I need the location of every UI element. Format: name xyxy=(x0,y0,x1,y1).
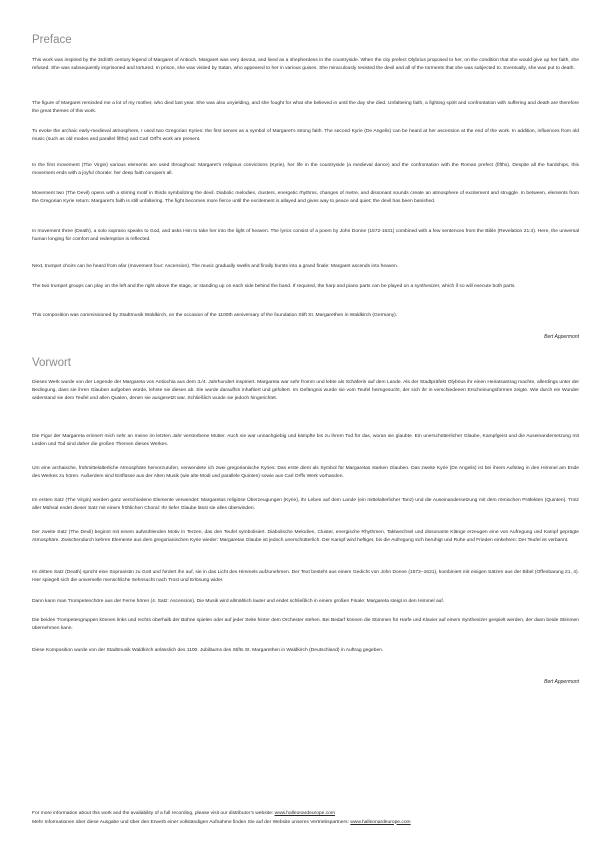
footer-line-de xyxy=(32,819,411,828)
vorwort-paragraph-9: Diese Komposition wurde von der Stadtmusik Waldkirch anlässlich des 1100. Jubiläums des Stifts St. Margarethen in Waldkirch (Deutschland) in Auftrag gegeben. xyxy=(32,648,384,653)
preface-paragraph-6: In movement three (Death), a solo soprano speaks to God, and asks Him to take her into the light of heaven. The lyrics consist of a poem by John Donne (1572-1631) combined with a few sentences from the Bible (Revelation 21:4). Here, the universal human longing for comfort and redemption is reflected. xyxy=(32,229,579,243)
preface-paragraph-4: In the first movement (The Virgin) various elements are used throughout: Margaret’s religious convictions (Kyrie), her life in the countryside (a medieval dance) and the confrontation with the Roman prefect (fifths). Despite all the hardships, this movement ends with a joyful chorale: her deep faith conquers all. xyxy=(32,163,579,177)
preface-paragraph-3: To evoke the archaic early-medieval atmosphere, I used two Gregorian Kyries: the first serves as a symbol of Margaret’s strong faith. The second Kyrie (De Angelis) can be heard at her ascension at the end of the work. In addition, influences from old music (such as old modes and parallel fifths) and Carl Orff’s work are present. xyxy=(32,129,579,143)
preface-paragraph-8: The two trumpet groups can play on the left and the right above the stage, or standing up on each side behind the band. If required, the harp and piano parts can be played on a synthesizer, which if so will execute both parts. xyxy=(32,284,516,289)
vorwort-paragraph-2: Die Figur der Margareta erinnert mich sehr an meine im letzten Jahr verstorbene Mutter. Auch sie war unnachgiebig und kämpfte bis zu ihrem Tod für das, woran sie glaubte. Ein unerschütterlicher Glaube, Kampfgeist und die Auseinandersetzung mit Leiden und Tod sind daher die großen Themen dieses Werkes. xyxy=(32,434,579,448)
preface-signature: Bert Appermont xyxy=(544,334,579,340)
preface-paragraph-5: Movement two (The Devil) opens with a stirring motif in thirds symbolizing the devil. Diabolic melodies, clusters, energetic rhythms, changes of metre, and dissonant sounds create an atmosphere of excitement and struggle. In between, elements from the Gregorian Kyrie return: Margaret’s faith is still unfaltering. The fight becomes more fierce until the excitement is allayed and gives way to peace and quiet; the devil has been banished. xyxy=(32,191,579,205)
vorwort-paragraph-6: Im dritten Satz (Death) spricht eine Sopranistin zu Gott und fordert ihn auf, sie in das Licht des Himmels aufzunehmen. Der Text besteht aus einem Gedicht von John Donne (1572–1631), kombiniert mit einigen Sätzen aus der Bibel (Offenbarung 21, 4). Hier spiegelt sich die universelle menschliche Sehnsucht nach Trost und Erlösung wider. xyxy=(32,570,579,584)
vorwort-paragraph-3: Um eine archaische, frühmittelalterliche Atmosphäre hervorzurufen, verwendete ich zwei gregorianische Kyries: Das erste dient als Symbol für Margaretas starken Glauben. Das zweite Kyrie (De Angelis) ist bei ihrem Aufstieg in den Himmel am Ende des Werkes zu hören. Außerdem sind Einflüsse aus der Alten Musik (wie alte Modi und parallele Quinten) sowie aus Carl Orffs Werk vorhanden. xyxy=(32,466,579,480)
distributor-link-de[interactable]: www.halleonardeurope.com xyxy=(350,819,411,825)
vorwort-paragraph-5: Der zweite Satz (The Devil) beginnt mit einem aufwühlenden Motiv in Terzen, das den Teufel symbolisiert. Diabolische Melodien, Cluster, energische Rhythmen, Taktwechsel und dissonante Klänge erzeugen eine von Aufregung und Kampf geprägte Atmosphäre. Zwischendurch kehren Elemente aus dem gregorianischen Kyrie wieder: Margaretas Glaube ist jedoch unerschütterlich. Der Kampf wird heftiger, bis die Aufregung sich beruhigt und Ruhe und Frieden einkehren: Der Teufel ist verbannt. xyxy=(32,530,579,544)
preface-paragraph-7: Next, trumpet choirs can be heard from afar (movement four: Ascension). The music gradually swells and finally bursts into a grand finale: Margaret ascends into heaven. xyxy=(32,264,399,269)
vorwort-paragraph-1: Dieses Werk wurde von der Legende der Margareta von Antiochia aus dem 3./4. Jahrhundert inspiriert. Margareta war sehr fromm und lebte als Schäferin auf dem Lande. Als der Stadtpräfekt Olybrius ihr einen Heiratsantrag machte, allerdings unter der Bedingung, dass sie ihren Glauben aufgeben würde, lehnte sie diesen ab. Sie wurde daraufhin inhaftiert und gefoltert. Im Gefängnis wurde sie vom Teufel heimgesucht, der sich ihr in verschiedenen Erscheinungsformen zeigte. Wie durch ein Wunder widerstand sie dem Teufel und allen Qualen, denen sie ausgesetzt war. Schließlich wurde sie jedoch hingerichtet. xyxy=(32,380,579,402)
vorwort-paragraph-7: Dann kann man Trompetenchöre aus der Ferne hören (4. Satz: Ascension). Die Musik wird allmählich lauter und endet schließlich in einem großen Finale: Margareta steigt in den Himmel auf. xyxy=(32,599,445,604)
preface-paragraph-2: The figure of Margaret reminded me a lot of my mother, who died last year. She was also unyielding, and she fought for what she believed in until the day she died. Unfaltering faith, a fighting spirit and confrontation with suffering and death are therefore the great themes of this work. xyxy=(32,101,579,115)
footer-line-en xyxy=(32,810,411,819)
vorwort-paragraph-4: Im ersten Satz (The Virgin) werden ganz verschiedene Elemente verwendet: Margaretas religiöse Überzeugungen (Kyrie), ihr Leben auf dem Lande (ein mittelalterlicher Tanz) und die Auseinandersetzung mit dem römischen Präfekten (Quinten). Trotz aller Mühsal endet dieser Satz mit einem fröhlichen Choral: Ihr tiefer Glaube lässt sie alles überwinden. xyxy=(32,498,579,512)
distributor-link-en[interactable]: www.halleonardeurope.com xyxy=(274,811,335,816)
footer-text-en: For more information about this work and the availability of a full recording, please visit our distributor’s website: xyxy=(32,811,275,816)
vorwort-signature: Bert Appermont xyxy=(544,679,579,685)
footer-text-de: Mehr Informationen über diese Ausgabe und über den Erwerb einer vollständigen Aufnahme finden Sie auf der Website unseres Vertriebspartners: xyxy=(32,819,351,825)
preface-paragraph-1: This work was inspired by the 3rd/4th century legend of Margaret of Antioch. Margaret was very devout, and lived as a shepherdess in the countryside. When the city prefect Olybrius proposed to her, on the condition that she would give up her faith, she refused. She was subsequently imprisoned and tortured. In prison, she was visited by Satan, who appeared to her in various guises. She miraculously resisted the devil and all of the torments that she was subjected to. Eventually, she was put to death. xyxy=(32,58,579,72)
vorwort-heading: Vorwort xyxy=(32,357,71,369)
vorwort-paragraph-8: Die beiden Trompetengruppen können links und rechts oberhalb der Bühne spielen oder auf jeder Seite hinter dem Orchester stehen. Bei Bedarf können die Stimmen für Harfe und Klavier auf einem Synthesizer gespielt werden, der dann beide Stimmen übernehmen kann. xyxy=(32,618,579,632)
footer xyxy=(32,810,411,827)
preface-heading: Preface xyxy=(32,34,72,46)
preface-paragraph-9: This composition was commissioned by Stadtmusik Waldkirch, on the occasion of the 1100th anniversary of the foundation Stift St. Margarethen in Waldkirch (Germany). xyxy=(32,313,398,318)
